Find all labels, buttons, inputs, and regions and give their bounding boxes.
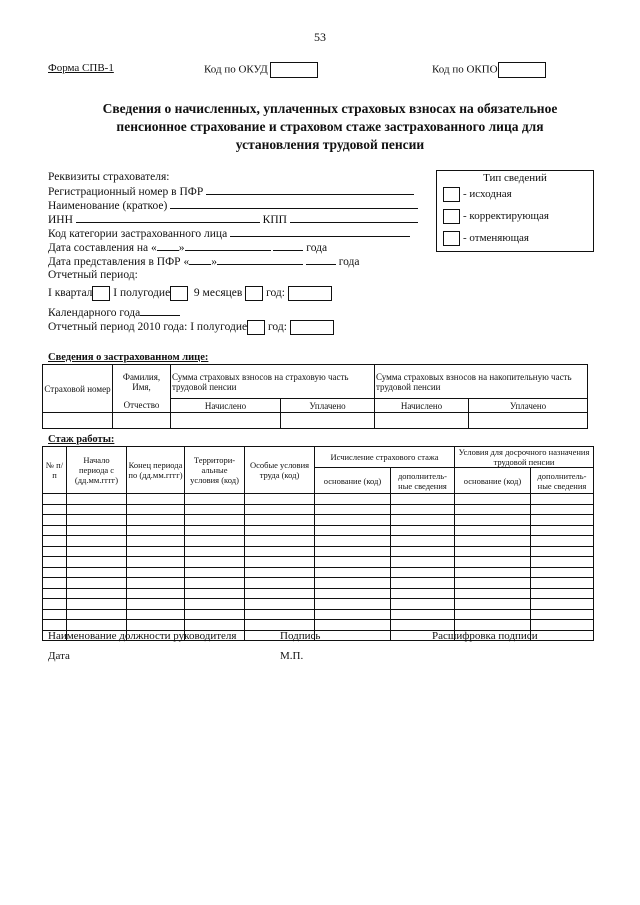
okud-field: Код по ОКУД: [204, 62, 318, 78]
experience-row[interactable]: [43, 515, 594, 526]
decoding-label: Расшифровка подписи: [432, 630, 538, 642]
experience-row[interactable]: [43, 620, 594, 631]
info-type-box: Тип сведений - исходная - корректирующая - отменяющая: [436, 170, 594, 252]
position-label: Наименование должности руководителя: [48, 630, 237, 642]
info-type-corrective[interactable]: - корректирующая: [443, 209, 549, 224]
form-label: Форма СПВ-1: [48, 62, 114, 74]
category-code-field: Код категории застрахованного лица: [48, 226, 410, 241]
experience-table: № п/п Начало периода с (дд.мм.гггг) Конец периода по (дд.мм.гггг) Территори-альные условия (код) Особые условия труда (код) Исчисление страхового стажа Условия для досрочного назначения трудовой пенсии основание (код) дополнитель-ные сведения основание (код) дополнитель-ные сведения: [42, 446, 594, 641]
date-label: Дата: [48, 650, 70, 662]
report-period-boxes: I квартал I полугодие 9 месяцев год:: [48, 286, 332, 301]
okpo-box[interactable]: [498, 62, 546, 78]
half1-2010-box[interactable]: [247, 320, 265, 335]
experience-row[interactable]: [43, 536, 594, 547]
year-box[interactable]: [288, 286, 332, 301]
experience-row[interactable]: [43, 609, 594, 620]
experience-row[interactable]: [43, 546, 594, 557]
short-name-line[interactable]: [170, 198, 418, 209]
col-insurance-number: Страховой номер: [43, 365, 113, 413]
col-funded-part: Сумма страховых взносов на накопительную часть трудовой пенсии: [375, 365, 588, 399]
info-type-original[interactable]: - исходная: [443, 187, 512, 202]
okpo-field: Код по ОКПО: [432, 62, 546, 78]
half1-box[interactable]: [170, 286, 188, 301]
okud-box[interactable]: [270, 62, 318, 78]
inn-line[interactable]: [76, 212, 260, 223]
page-number: 53: [314, 30, 326, 44]
col-name: Фамилия, Имя,: [113, 365, 171, 399]
date-compiled-field: Дата составления на « » года: [48, 242, 328, 254]
experience-row[interactable]: [43, 567, 594, 578]
experience-row[interactable]: [43, 578, 594, 589]
m9-box[interactable]: [245, 286, 263, 301]
experience-section-title: Стаж работы:: [48, 434, 115, 445]
requisites-label: Реквизиты страхователя:: [48, 171, 170, 183]
q1-box[interactable]: [92, 286, 110, 301]
report-period-label: Отчетный период:: [48, 269, 138, 281]
insured-data-row[interactable]: [43, 413, 588, 429]
experience-row[interactable]: [43, 494, 594, 505]
reg-number-line[interactable]: [206, 184, 414, 195]
form-title: Сведения о начисленных, уплаченных страховых взносах на обязательное пенсионное страхование и страховом стаже застрахованного лица для установления трудовой пенсии: [102, 101, 558, 152]
year-2010-box[interactable]: [290, 320, 334, 335]
reg-number-field: Регистрационный номер в ПФР: [48, 184, 414, 199]
stamp-label: М.П.: [280, 650, 304, 662]
kpp-line[interactable]: [290, 212, 418, 223]
experience-row[interactable]: [43, 588, 594, 599]
insured-section-title: Сведения о застрахованном лице:: [48, 352, 209, 363]
inn-kpp-field: ИНН КПП: [48, 212, 418, 227]
col-labor-part: Сумма страховых взносов на страховую часть трудовой пенсии: [171, 365, 375, 399]
signature-label: Подпись: [280, 630, 321, 642]
category-code-line[interactable]: [230, 226, 410, 237]
short-name-field: Наименование (краткое): [48, 198, 418, 213]
experience-row[interactable]: [43, 504, 594, 515]
date-presented-field: Дата представления в ПФР « » года: [48, 256, 360, 268]
experience-row[interactable]: [43, 599, 594, 610]
calendar-year-field: Календарного года: [48, 305, 180, 320]
insured-table: Страховой номер Фамилия, Имя, Сумма страховых взносов на страховую часть трудовой пенсии Сумма страховых взносов на накопительную часть трудовой пенсии Отчество Начислено Уплачено Начислено Уплачено: [42, 364, 588, 429]
experience-row[interactable]: [43, 525, 594, 536]
experience-row[interactable]: [43, 557, 594, 568]
period-2010-field: Отчетный период 2010 года: I полугодие год:: [48, 320, 334, 335]
info-type-cancelling[interactable]: - отменяющая: [443, 231, 529, 246]
